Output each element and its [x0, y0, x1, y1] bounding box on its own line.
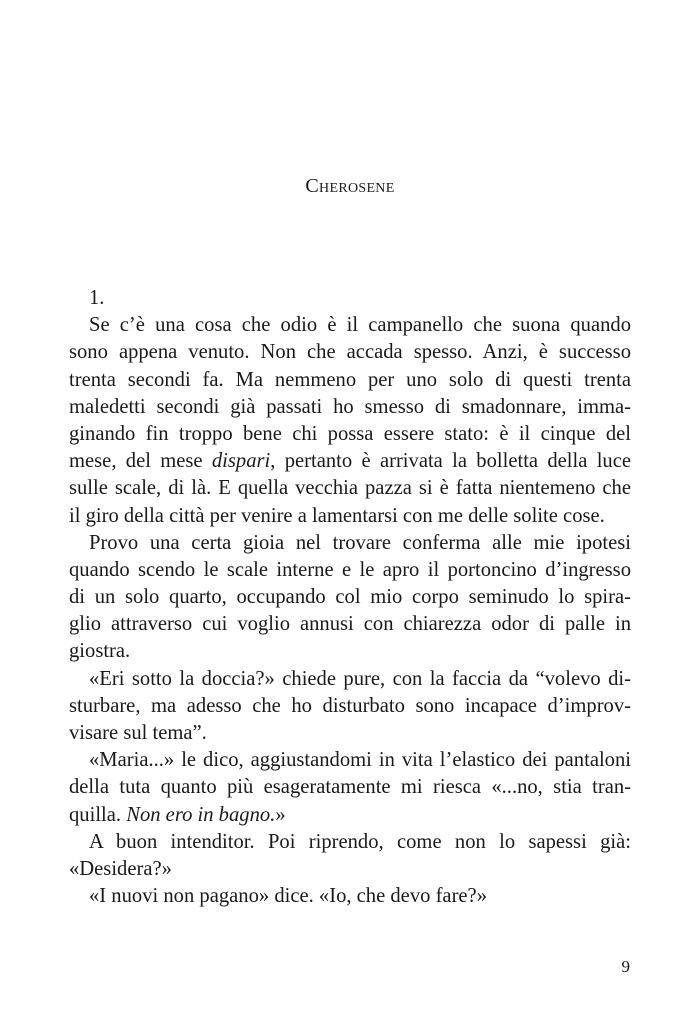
- text-line: visare sul tema”.: [69, 722, 207, 744]
- text-line: sono appena venuto. Non che accada spesso. Anzi, è successo: [69, 341, 631, 364]
- text-line: A buon intenditor. Poi riprendo, come non lo sapessi già:: [89, 830, 631, 853]
- text-line: sturbare, ma adesso che ho disturbato sono incapace d’improv-: [69, 694, 631, 717]
- text-line: ginando fin troppo bene chi possa essere stato: è il cinque del: [69, 422, 631, 445]
- text-line: trenta secondi fa. Ma nemmeno per uno solo di questi trenta: [69, 368, 631, 391]
- section-number: 1.: [89, 287, 105, 309]
- italic-text: Non ero in bagno.: [126, 803, 276, 826]
- text-line: giostra.: [69, 640, 131, 663]
- text-line: glio attraverso cui voglio annusi con chiarezza odor di palle in: [69, 613, 631, 636]
- chapter-title: Cherosene: [305, 175, 395, 197]
- text-run: quilla.: [69, 803, 127, 826]
- text-line: «I nuovi non pagano» dice. «Io, che devo fare?»: [89, 885, 487, 908]
- text-line: di un solo quarto, occupando col mio corpo seminudo lo spira-: [69, 586, 631, 609]
- text-line: della tuta quanto più esageratamente mi riesca «...no, stia tran-: [69, 776, 631, 799]
- text-line: quando scendo le scale interne e le apro il portoncino d’ingresso: [69, 558, 631, 581]
- text-line: Provo una certa gioia nel trovare conferma alle mie ipotesi: [89, 531, 631, 554]
- text-line: sulle scale, di là. E quella vecchia pazza si è fatta nientemeno che: [69, 477, 631, 500]
- text-line: [69, 802, 631, 829]
- text-run: »: [275, 803, 286, 826]
- body-text: [69, 285, 631, 910]
- text-line: «Maria...» le dico, aggiustandomi in vita l’elastico dei pantaloni: [89, 749, 631, 772]
- page-number: 9: [621, 957, 630, 976]
- text-line: Se c’è una cosa che odio è il campanello che suona quando: [89, 314, 631, 337]
- text-line: «Desidera?»: [69, 857, 172, 880]
- italic-text: dispari: [211, 450, 271, 473]
- text-line: maledetti secondi già passati ho smesso di smadonnare, imma-: [69, 395, 631, 418]
- text-run: mese, del mese: [69, 450, 212, 473]
- text-run: , pertanto è arrivata la bolletta della luce: [270, 450, 631, 473]
- text-line: il giro della città per venire a lamentarsi con me delle solite cose.: [69, 504, 605, 527]
- text-line: [69, 448, 631, 475]
- text-line: «Eri sotto la doccia?» chiede pure, con la faccia da “volevo di-: [89, 667, 631, 690]
